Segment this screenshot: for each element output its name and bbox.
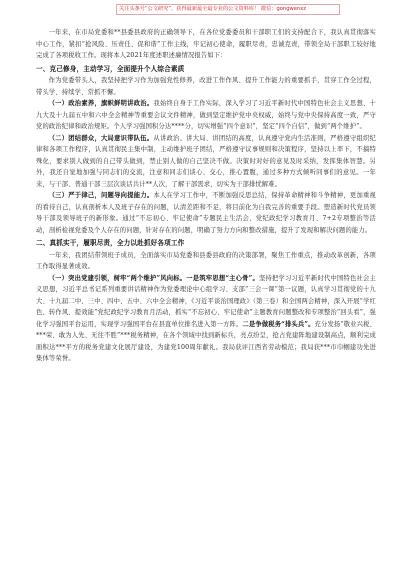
top-banner-notice: 关注头条号“公文研究”，获得最新最全最专业的公文资料库！ 微信：gongwenxz: [116, 4, 340, 15]
paragraph-politics: [36, 98, 376, 133]
subheading-party-building: （一）突出党建引领，树牢“两个维护”风向标。一是筑牢思想“主心骨”。: [48, 274, 259, 282]
report-body: [36, 27, 376, 365]
section-heading-1: 一、克己修身，主动学习，全面提升个人综合素质: [36, 64, 185, 73]
paragraph-self-discipline: [36, 190, 376, 236]
paragraph-politics-text: 我始终自身于工作实际，深入学习了习近平新时代中国特色社会主义思想、十九大及十九届五中和六中全会精神等重要会议文件精神，做到坚定维护党中央权威，始终与党中央保持高度一致，严守党的政治纪律和政治规矩。个人学习强国积分达****分，切实增强“四个意识”，坚定“四个自信”，做到“两个维护”。: [36, 100, 376, 130]
subheading-unity: （二）团结群众，大局意识带队伍。: [48, 134, 154, 142]
paragraph-self-discipline-text: 本人在学习工作中，不断加强反思总结，保持革命精神和斗争精神，更加重视的看待自己，认真剖析本人及班子存在的问题，认清差距和不足，将目前化为自我完善的重要手段。塑造新时代党员领导干部及领导班子的新形象。通过“不忘初心、牢记使命”专题民主生活会、党纪政纪学习教育月、7+2专项整治等活动，剖析检视党委及个人存在的问题，针对存在的问题，明确了努力方向和整改措施，提升了发现和解决问题的能力。: [36, 192, 376, 234]
section-heading-2: 二、真抓实干，履职尽责，全力以赴抓好各项工作: [36, 239, 185, 247]
subheading-pacesetter: 二是争做税务“排头兵”。: [242, 320, 315, 328]
paragraph-unity-text: 从讲政治、讲大局、讲团结的高度，认真遵守党内生活准则，严格遵守组织纪律和各项工作程序，认真贯彻民主集中制，主动维护班子团结，严格遵守议事规则和决策程序，坚持以上率下，不搞特殊化，要求别人做到的自己带头做到，禁止别人做的自己坚决不做。决策时对好的意见及时采纳，发挥集体智慧。另外，我还自觉地加强与同志们的交流，注意和同志们谈心、交心，推心置腹，通过多种方式倾听同事们的意见。一年来，与干部、普通干部三层次谈话共计**人次，了解干部需求，切实为干部排忧解难。: [36, 134, 376, 188]
paragraph-unity: [36, 133, 376, 191]
paragraph-study-overview: 作为党委带头人，我坚持把学习作为加强党性修养，改进工作作风、提升工作能力的重要抓手，贯穿工作全过程，带头学、持续学、常抓不懈。: [36, 77, 376, 96]
subheading-self-discipline: （三）严于律己，问题导向提能力。: [48, 192, 154, 199]
paragraph-party-building-text: 坚持把学习习近平新时代中国特色社会主义思想，习近平总书记系列重要讲话精神作为党委理论中心组学习、支部“三会一课”第一议题，认真学习贯彻党的十九大、十九届二中、三中、四中、五中、六中全会精神，《习近平谈治国理政》（第三卷）和全国两会精神，深入开展“学红色、转作风、提效能”党纪政纪学习教育月活动，抓实“不忘初心、牢记使命”主题教育问题整改和专项整治“回头看”，强化学习强国平台运用，实现学习强国平台在县直单位排名进入第一方阵。: [36, 274, 376, 328]
intro-paragraph: 一年来，在市局党委和**县委县政府的正确领导下，在各位党委委员和干部职工们的支持配合下，我认真贯彻落实中心工作，紧扣“抢风险、压责任、促和谐”工作主线，牢记初心使命，履职尽责，忠诚克责，带领全局干部职工较好地完成了各项税收工作。现将本人2021年度述职述廉情况报告如下：: [36, 29, 376, 59]
subheading-politics: （一）政治素养，旗帜鲜明讲政治。: [48, 100, 154, 107]
paragraph-pacesetter-text: 充分发扬“敬业兴税、***荣、敢为人先、无往不胜”***税务精神，在各个领域中找到新标兵，亮点纷呈，抢占党建阵地建设制高点，顺利完成面积达***平方的税务党建文化展厅建设，为建党100周年献礼。我局获评江西省劳动模范；我局获***市巾帼建功先进集体等荣誉。: [36, 320, 376, 362]
paragraph-party-building: [36, 273, 376, 365]
paragraph-work-overview: 一年来，我团结带领班子成员，全面落实市局党委和县委县政府的决策部署，聚焦工作重点，推动改革创新，各项工作取得显著成效。: [36, 251, 376, 270]
